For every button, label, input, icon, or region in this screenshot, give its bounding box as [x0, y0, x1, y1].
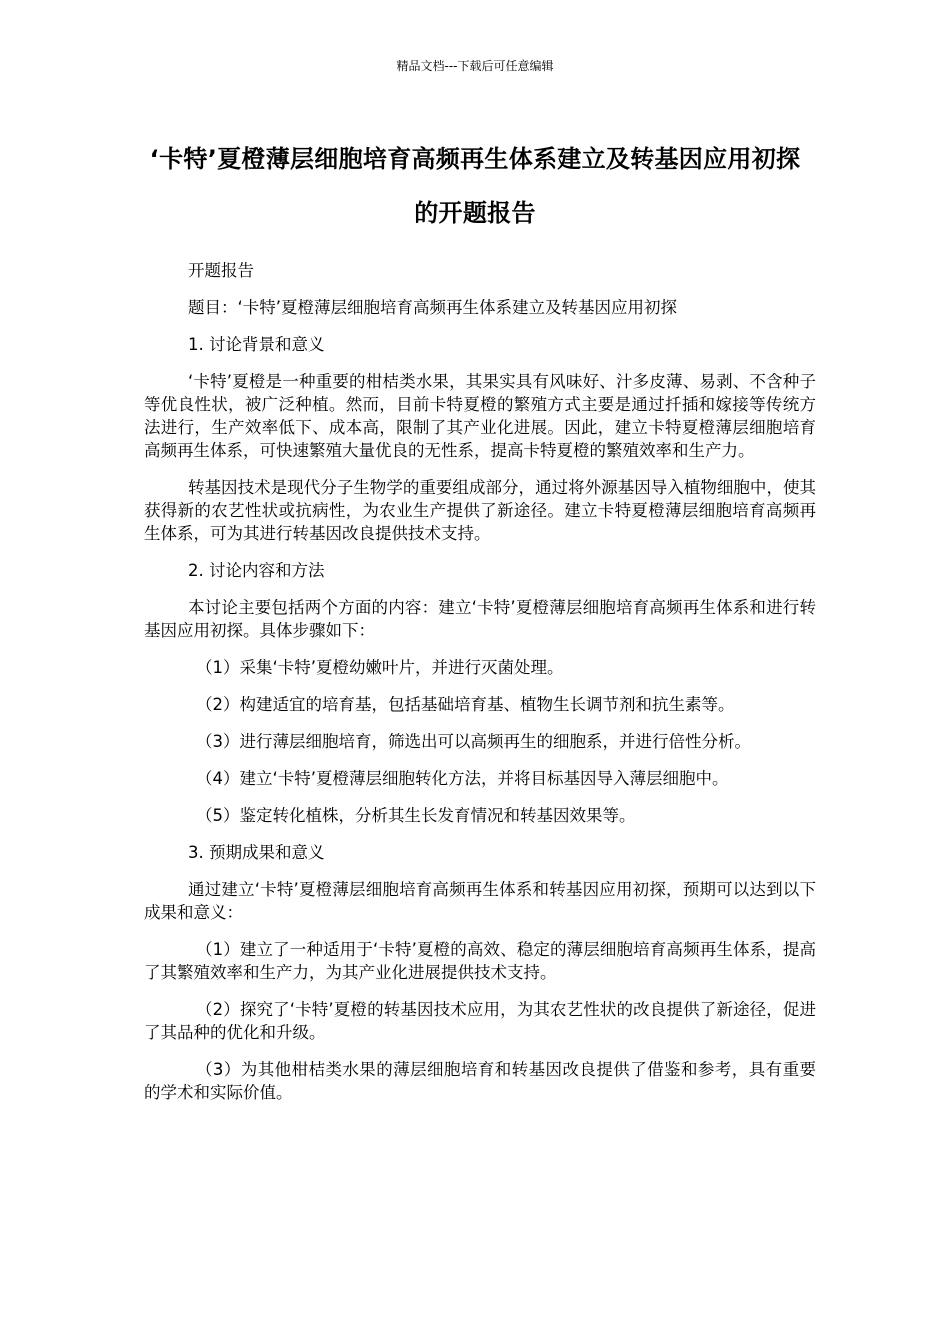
method-step: （1）采集‘卡特’夏橙幼嫩叶片，并进行灭菌处理。 — [196, 658, 564, 677]
outcome-item: （2）探究了‘卡特’夏橙的转基因技术应用，为其农艺性状的改良提供了新途径，促进了其品种的优化和升级。 — [144, 1000, 816, 1042]
report-label: 开题报告 — [188, 261, 254, 280]
document-title: ‘卡特’夏橙薄层细胞培育高频再生体系建立及转基因应用初探的开题报告 — [149, 145, 801, 227]
outcomes-intro: 通过建立‘卡特’夏橙薄层细胞培育高频再生体系和转基因应用初探，预期可以达到以下成果和意义： — [144, 880, 816, 922]
background-paragraph: ‘卡特’夏橙是一种重要的柑桔类水果，其果实具有风味好、汁多皮薄、易剥、不含种子等优良性状，被广泛种植。然而，目前卡特夏橙的繁殖方式主要是通过扦插和嫁接等传统方法进行，生产效率低下、成本高，限制了其产业化进展。因此，建立卡特夏橙薄层细胞培育高频再生体系，可快速繁殖大量优良的无性系，提高卡特夏橙的繁殖效率和生产力。 — [144, 372, 816, 460]
section-heading-outcomes: 3. 预期成果和意义 — [188, 843, 325, 862]
section-heading-methods: 2. 讨论内容和方法 — [188, 561, 325, 580]
methods-intro: 本讨论主要包括两个方面的内容：建立‘卡特’夏橙薄层细胞培育高频再生体系和进行转基因应用初探。具体步骤如下： — [144, 598, 816, 640]
background-paragraph: 转基因技术是现代分子生物学的重要组成部分，通过将外源基因导入植物细胞中，使其获得新的农艺性状或抗病性，为农业生产提供了新途径。建立卡特夏橙薄层细胞培育高频再生体系，可为其进行转基因改良提供技术支持。 — [144, 478, 816, 543]
method-step: （2）构建适宜的培育基，包括基础培育基、植物生长调节剂和抗生素等。 — [196, 695, 735, 714]
report-topic: 题目：‘卡特’夏橙薄层细胞培育高频再生体系建立及转基因应用初探 — [188, 298, 677, 317]
method-step: （5）鉴定转化植株，分析其生长发育情况和转基因效果等。 — [196, 806, 636, 825]
outcome-item: （1）建立了一种适用于‘卡特’夏橙的高效、稳定的薄层细胞培育高频再生体系，提高了其繁殖效率和生产力，为其产业化进展提供技术支持。 — [144, 940, 816, 982]
section-heading-background: 1. 讨论背景和意义 — [188, 335, 325, 354]
method-step: （3）进行薄层细胞培育，筛选出可以高频再生的细胞系，并进行倍性分析。 — [196, 732, 751, 751]
method-step: （4）建立‘卡特’夏橙薄层细胞转化方法，并将目标基因导入薄层细胞中。 — [196, 769, 729, 788]
document-body — [144, 259, 816, 1118]
outcome-item: （3）为其他柑桔类水果的薄层细胞培育和转基因改良提供了借鉴和参考，具有重要的学术和实际价值。 — [144, 1060, 816, 1102]
header-note: 精品文档---下载后可任意编辑 — [396, 59, 554, 73]
